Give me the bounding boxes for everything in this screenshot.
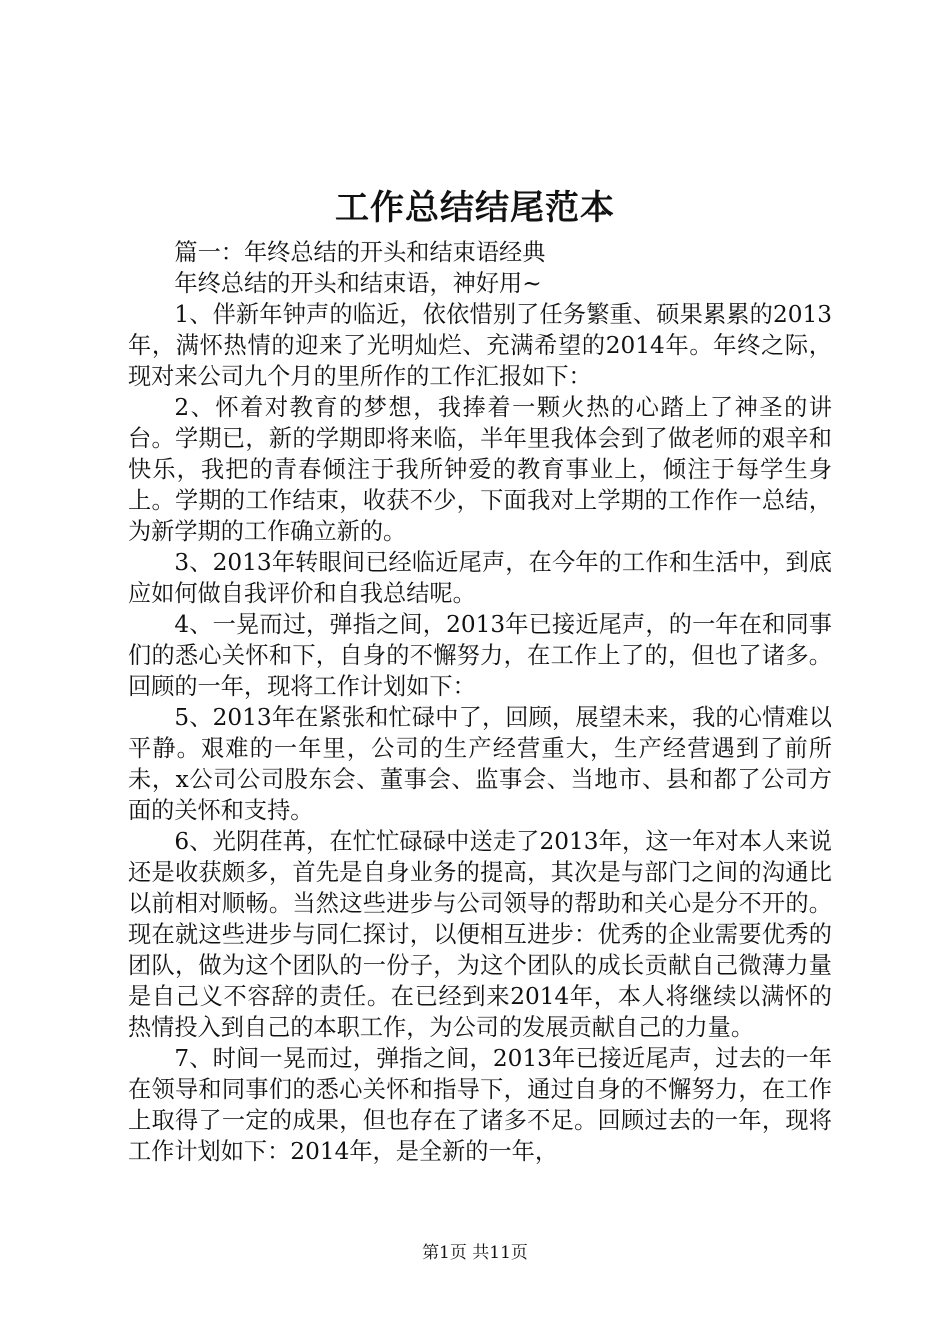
- paragraph-item-5: 5、2013年在紧张和忙碌中了，回顾，展望未来，我的心情难以平静。艰难的一年里，公司的生产经营重大，生产经营遇到了前所未，x公司公司股东会、董事会、监事会、当地市、县和都了公司方面的关怀和支持。: [128, 704, 832, 824]
- paragraph-item-6: 6、光阴荏苒，在忙忙碌碌中送走了2013年，这一年对本人来说还是收获颇多，首先是自身业务的提高，其次是与部门之间的沟通比以前相对顺畅。当然这些进步与公司领导的帮助和关心是分不开的。现在就这些进步与同仁探讨，以便相互进步：优秀的企业需要优秀的团队，做为这个团队的一份子，为这个团队的成长贡献自己微薄力量是自己义不容辞的责任。在已经到来2014年，本人将继续以满怀的热情投入到自己的本职工作，为公司的发展贡献自己的力量。: [128, 828, 832, 1041]
- paragraph-item-2: 2、怀着对教育的梦想，我捧着一颗火热的心踏上了神圣的讲台。学期已，新的学期即将来临，半年里我体会到了做老师的艰辛和快乐，我把的青春倾注于我所钟爱的教育事业上，倾注于每学生身上。学期的工作结束，收获不少，下面我对上学期的工作作一总结，为新学期的工作确立新的。: [128, 394, 832, 545]
- paragraph-item-1: 1、伴新年钟声的临近，依依惜别了任务繁重、硕果累累的2013年，满怀热情的迎来了光明灿烂、充满希望的2014年。年终之际，现对来公司九个月的里所作的工作汇报如下：: [128, 301, 832, 390]
- document-body: [128, 237, 832, 1167]
- paragraph-item-3: 3、2013年转眼间已经临近尾声，在今年的工作和生活中，到底应如何做自我评价和自我总结呢。: [128, 549, 832, 607]
- paragraph-item-7: 7、时间一晃而过，弹指之间，2013年已接近尾声，过去的一年在领导和同事们的悉心关怀和指导下，通过自身的不懈努力，在工作上取得了一定的成果，但也存在了诸多不足。回顾过去的一年，现将工作计划如下：2014年，是全新的一年，: [128, 1045, 832, 1165]
- page-number-footer: 第1页 共11页: [422, 1243, 528, 1263]
- paragraph-item-4: 4、一晃而过，弹指之间，2013年已接近尾声，的一年在和同事们的悉心关怀和下，自身的不懈努力，在工作上了的，但也了诸多。回顾的一年，现将工作计划如下：: [128, 611, 832, 700]
- document-title: 工作总结结尾范本: [335, 188, 615, 228]
- paragraph-section-heading: 篇一：年终总结的开头和结束语经典: [174, 239, 546, 266]
- paragraph-subtitle: 年终总结的开头和结束语，神好用~: [174, 270, 542, 297]
